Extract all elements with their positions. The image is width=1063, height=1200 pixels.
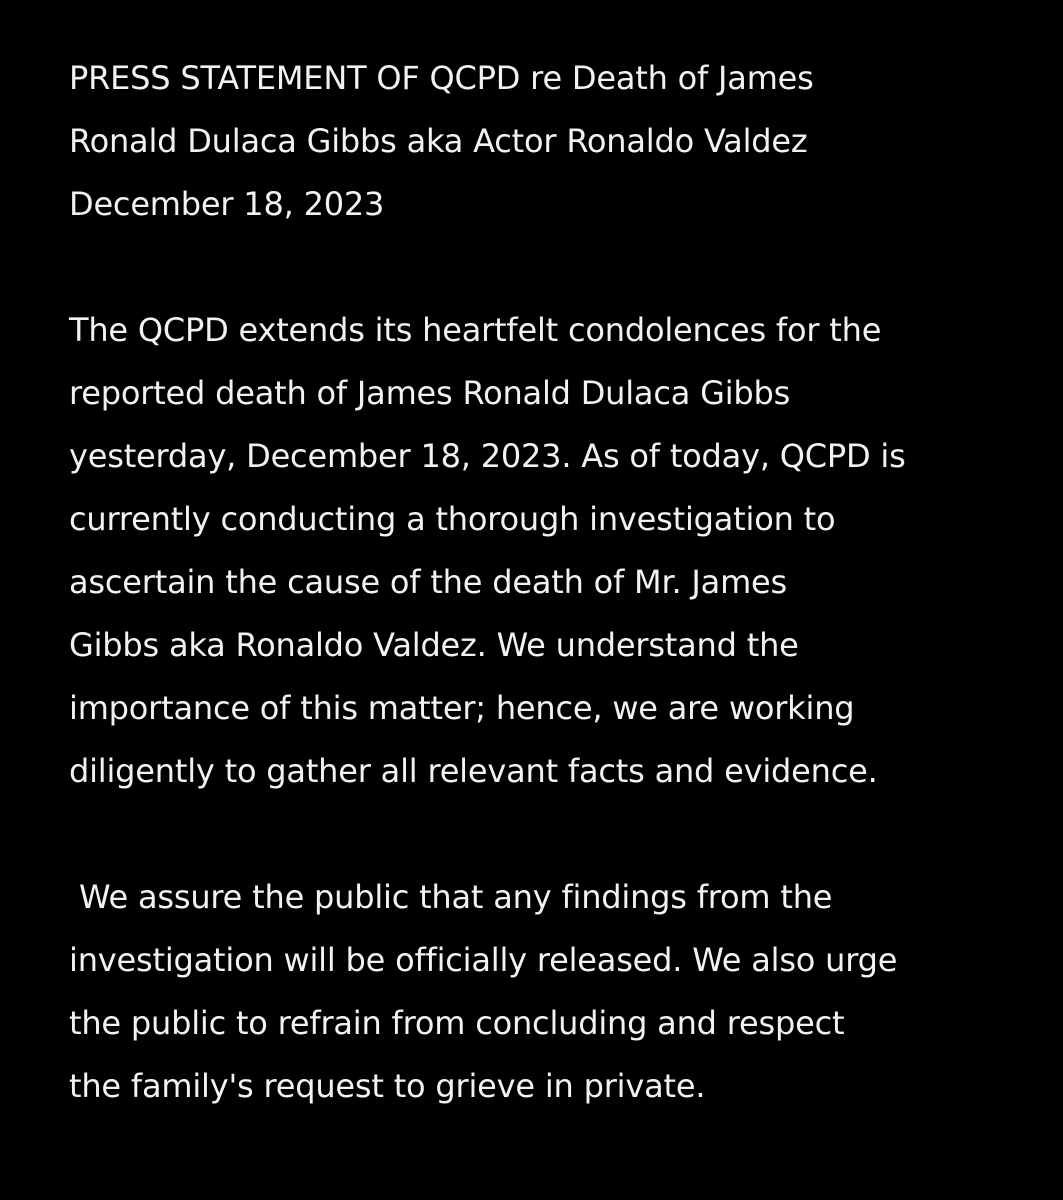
paragraph-line: reported death of James Ronald Dulaca Gibbs (69, 374, 791, 412)
paragraph-gap (69, 236, 1029, 299)
header-line: PRESS STATEMENT OF QCPD re Death of James (69, 59, 814, 97)
paragraph-line: diligently to gather all relevant facts and evidence. (69, 752, 878, 790)
paragraph-gap (69, 803, 1029, 866)
header-line: Ronald Dulaca Gibbs aka Actor Ronaldo Valdez (69, 122, 808, 160)
statement-paragraph-2 (69, 866, 1029, 1118)
press-statement-note (69, 47, 1029, 1118)
paragraph-line: ascertain the cause of the death of Mr. James (69, 563, 788, 601)
paragraph-line: currently conducting a thorough investigation to (69, 500, 836, 538)
statement-header (69, 47, 1029, 236)
paragraph-line: the family's request to grieve in private. (69, 1067, 706, 1105)
paragraph-line: investigation will be officially released. We also urge (69, 941, 898, 979)
paragraph-line: yesterday, December 18, 2023. As of today, QCPD is (69, 437, 906, 475)
paragraph-line: importance of this matter; hence, we are working (69, 689, 855, 727)
statement-paragraph-1 (69, 299, 1029, 803)
paragraph-line: Gibbs aka Ronaldo Valdez. We understand the (69, 626, 799, 664)
paragraph-line: We assure the public that any findings from the (69, 878, 833, 916)
header-date: December 18, 2023 (69, 185, 385, 223)
paragraph-line: the public to refrain from concluding and respect (69, 1004, 845, 1042)
paragraph-line: The QCPD extends its heartfelt condolences for the (69, 311, 882, 349)
